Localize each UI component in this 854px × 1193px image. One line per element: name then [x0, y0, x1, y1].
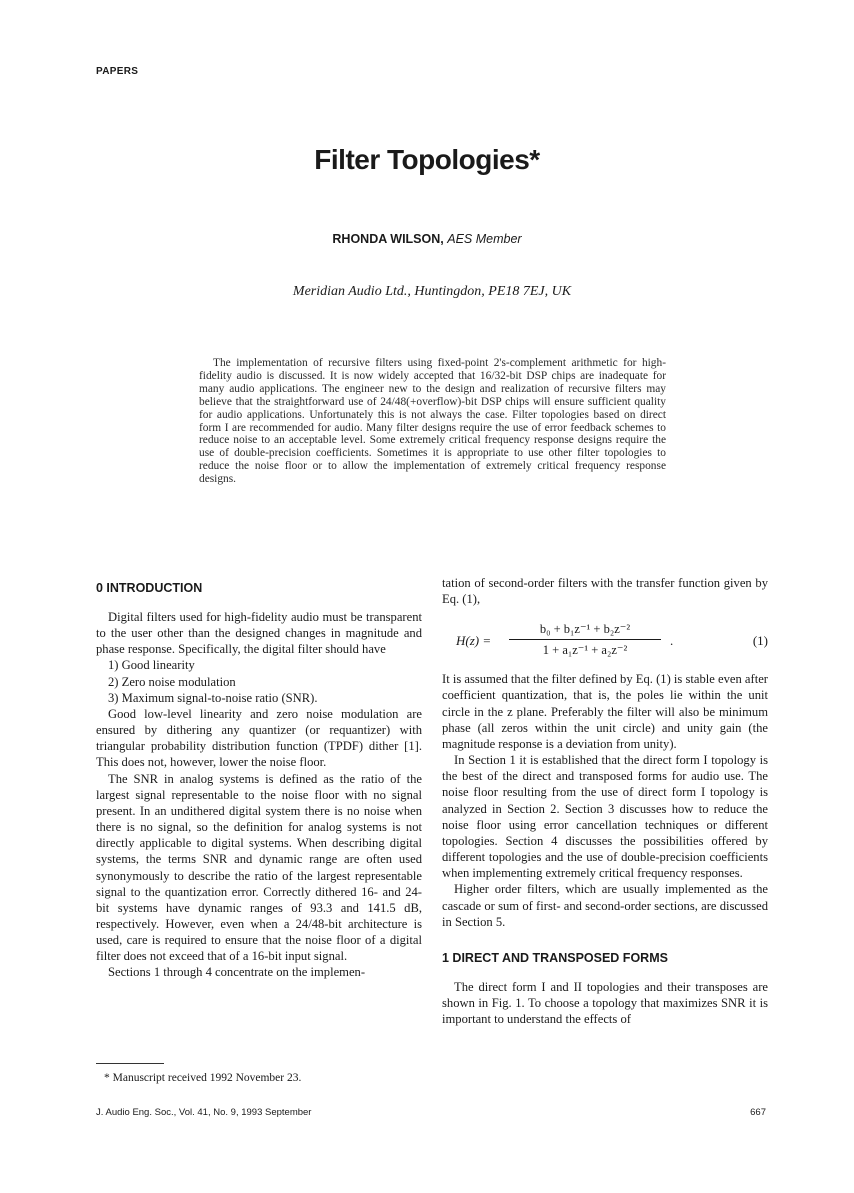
body-paragraph: Higher order filters, which are usually implemented as the cascade or sum of first- and second-order sections, are discussed in Section 5.	[442, 882, 768, 929]
section-heading-introduction: 0 INTRODUCTION	[96, 581, 203, 595]
list-item: 2) Zero noise modulation	[108, 674, 236, 689]
body-paragraph: In Section 1 it is established that the direct form I topology is the best of the direct and transposed forms for audio use. The noise floor resulting from the use of direct form I topology is analyzed in Section 2. Section 3 discusses how to reduce the noise floor using error cancellation techniques or different topologies. Section 4 discusses the possibilities offered by different topologies and the use of double-precision coefficients when implementing extremely critical frequency responses.	[442, 753, 768, 881]
page-number: 667	[750, 1107, 766, 1118]
equation-1	[442, 621, 768, 665]
equation-denominator: 1 + a₁z⁻¹ + a₂z⁻²	[542, 643, 628, 658]
left-column	[96, 580, 422, 981]
section-heading-direct-transposed: 1 DIRECT AND TRANSPOSED FORMS	[442, 950, 668, 965]
author-name: RHONDA WILSON,	[332, 232, 444, 246]
author-line	[0, 232, 854, 246]
paper-title: Filter Topologies*	[314, 144, 540, 175]
abstract: The implementation of recursive filters using fixed-point 2's-complement arithmetic for high-fidelity audio is discussed. It is now widely accepted that 16/32-bit DSP chips are inadequate for many audio applications. The engineer new to the design and realization of recursive filters may believe that the straightforward use of 24/48(+overflow)-bit DSP chips will ensure sufficient quality for audio applications. Unfortunately this is not always the case. Filter topologies based on direct form I are recommended for audio. Many filter designs require the use of error feedback schemes to reduce noise to an acceptable level. Some extremely critical frequency response designs require the use of double-precision coefficients. Sometimes it is appropriate to use other filter topologies to reduce the noise floor or to allow the implementation of extremely critical frequency response designs.	[199, 357, 666, 486]
footnote: * Manuscript received 1992 November 23.	[104, 1072, 302, 1084]
equation-lhs: H(z) =	[456, 633, 492, 649]
list-item: 1) Good linearity	[108, 658, 195, 673]
running-head: PAPERS	[96, 66, 139, 77]
body-paragraph: The SNR in analog systems is defined as the ratio of the largest signal representable to the noise floor with no signal present. In an undithered digital system there is no noise when there is no signal, so the definition for analog systems is not directly applicable to digital systems. When describing digital systems, the terms SNR and dynamic range are often used synonymously to describe the ratio of the largest representable signal to the quantization error. Correctly dithered 16- and 24-bit systems have dynamic ranges of 93.3 and 141.5 dB, respectively. However, even when a 24/48-bit architecture is used, care is required to ensure that the noise floor of a digital filter does not exceed that of a 16-bit input signal.	[96, 771, 422, 964]
equation-numerator: b₀ + b₁z⁻¹ + b₂z⁻²	[539, 622, 631, 637]
footnote-rule	[96, 1063, 164, 1064]
equation-period: .	[670, 633, 674, 649]
equation-number: (1)	[752, 633, 768, 649]
journal-citation: J. Audio Eng. Soc., Vol. 41, No. 9, 1993 September	[96, 1107, 312, 1118]
body-paragraph: It is assumed that the filter defined by Eq. (1) is stable even after coefficient quantization, that is, the poles lie within the unit circle in the z plane. Preferably the filter will also be minimum phase (all zeros within the unit circle) and unity gain (the magnitude response is a deviation from unity).	[442, 672, 768, 751]
body-paragraph: Sections 1 through 4 concentrate on the implemen-	[108, 965, 366, 980]
intro-paragraph: Digital filters used for high-fidelity audio must be transparent to the user other than the designed changes in magnitude and phase response. Specifically, the digital filter should have	[96, 610, 422, 657]
equation-fraction	[505, 621, 665, 658]
body-paragraph: tation of second-order filters with the transfer function given by Eq. (1),	[442, 576, 768, 607]
body-paragraph: Good low-level linearity and zero noise modulation are ensured by dithering any quantizer (or requantizer) with triangular probability distribution function (TPDF) dither [1]. This does not, however, lower the noise floor.	[96, 706, 422, 770]
body-paragraph: The direct form I and II topologies and their transposes are shown in Fig. 1. To choose a topology that maximizes SNR it is important to understand the effects of	[442, 979, 768, 1027]
affiliation: Meridian Audio Ltd., Huntingdon, PE18 7EJ, UK	[292, 284, 572, 299]
author-membership: AES Member	[447, 232, 522, 246]
list-item: 3) Maximum signal-to-noise ratio (SNR).	[108, 690, 318, 705]
right-column	[442, 575, 768, 1027]
